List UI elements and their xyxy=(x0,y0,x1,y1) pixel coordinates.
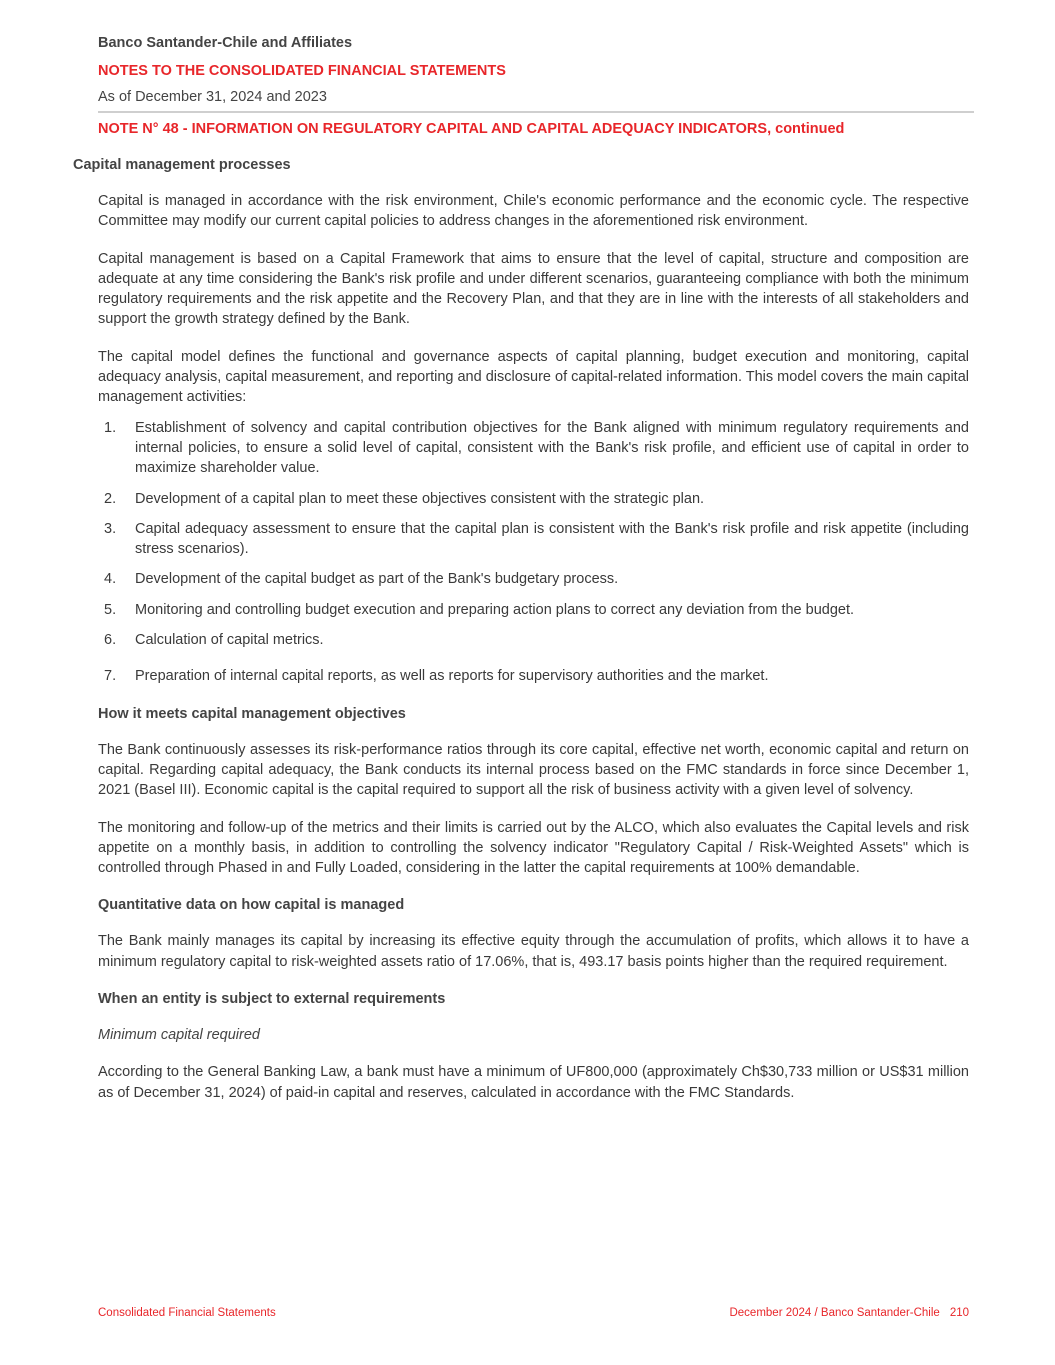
list-item xyxy=(98,569,969,589)
page-number: 210 xyxy=(949,1307,969,1319)
section-title: Capital management processes xyxy=(73,157,291,173)
document-title: NOTES TO THE CONSOLIDATED FINANCIAL STATEMENTS xyxy=(98,63,506,79)
paragraph: According to the General Banking Law, a bank must have a minimum of UF800,000 (approximately Ch$30,733 million or US$31 million as of December 31, 2024) of paid-in capital and reserves, calculated in accordance with the FMC Standards. xyxy=(98,1064,969,1101)
external-requirements-heading: When an entity is subject to external requirements xyxy=(98,991,446,1008)
paragraph: The monitoring and follow-up of the metrics and their limits is carried out by the ALCO, which also evaluates the Capital levels and risk appetite on a monthly basis, in addition to controlling the solvency indicator "Regulatory Capital / Risk-Weighted Assets" which is controlled through Phased in and Fully Loaded, considering in the latter the capital requirements at 100% demandable. xyxy=(98,819,969,877)
paragraph: The Bank continuously assesses its risk-performance ratios through its core capital, effective net worth, economic capital and return on capital. Regarding capital adequacy, the Bank conducts its internal process based on the FMC standards in force since December 1, 2021 (Basel III). Economic capital is the capital required to support all the risk of business activity with a given level of solvency. xyxy=(98,741,969,799)
list-item xyxy=(98,666,969,686)
list-number: 5. xyxy=(104,601,117,618)
document-date: As of December 31, 2024 and 2023 xyxy=(98,89,327,105)
note-title: NOTE N° 48 - INFORMATION ON REGULATORY CAPITAL AND CAPITAL ADEQUACY INDICATORS, continued xyxy=(98,121,845,137)
objectives-heading: How it meets capital management objectives xyxy=(98,705,406,722)
list-item-text: Development of a capital plan to meet these objectives consistent with the strategic plan. xyxy=(135,490,705,507)
activities-list xyxy=(98,418,969,687)
list-item-text: Preparation of internal capital reports, as well as reports for supervisory authorities and the market. xyxy=(135,668,769,685)
list-item xyxy=(98,519,969,560)
body-content xyxy=(98,191,969,1120)
list-item-text: Calculation of capital metrics. xyxy=(135,632,324,649)
list-number: 7. xyxy=(104,668,117,685)
paragraph: Capital management is based on a Capital Framework that aims to ensure that the level of capital, structure and composition are adequate at any time considering the Bank's risk profile and under different scenarios, guaranteeing compliance with both the minimum regulatory requirements and the risk appetite and the Recovery Plan, and that they are in line with the interests of all stakeholders and support the growth strategy defined by the Bank. xyxy=(98,250,969,328)
minimum-capital-subheading: Minimum capital required xyxy=(98,1027,260,1044)
paragraph: The Bank mainly manages its capital by increasing its effective equity through the accumulation of profits, which allows it to have a minimum regulatory capital to risk-weighted assets ratio of 17.06%, that is, 493.17 basis points higher than the required requirement. xyxy=(98,933,969,970)
quantitative-heading: Quantitative data on how capital is managed xyxy=(98,897,405,914)
list-number: 3. xyxy=(104,520,117,537)
list-item-text: Development of the capital budget as part of the Bank's budgetary process. xyxy=(135,571,619,588)
header-divider xyxy=(98,111,974,113)
list-item xyxy=(98,600,969,620)
list-item xyxy=(98,489,969,509)
footer-left: Consolidated Financial Statements xyxy=(98,1307,276,1319)
footer-publication: December 2024 / Banco Santander-Chile xyxy=(729,1307,940,1319)
paragraph: Capital is managed in accordance with the risk environment, Chile's economic performance and the economic cycle. The respective Committee may modify our current capital policies to address changes in the aforementioned risk environment. xyxy=(98,193,969,230)
list-item-text: Capital adequacy assessment to ensure that the capital plan is consistent with the Bank's risk profile and risk appetite (including stress scenarios). xyxy=(135,520,969,558)
footer-right xyxy=(729,1305,969,1321)
list-number: 4. xyxy=(104,571,117,588)
list-number: 2. xyxy=(104,490,117,507)
paragraph: The capital model defines the functional and governance aspects of capital planning, budget execution and monitoring, capital adequacy analysis, capital measurement, and reporting and disclosure of capital-related information. This model covers the main capital management activities: xyxy=(98,348,969,406)
list-number: 1. xyxy=(104,419,117,436)
list-item xyxy=(98,630,969,650)
list-item-text: Establishment of solvency and capital contribution objectives for the Bank aligned with minimum regulatory requirements and internal policies, to ensure a solid level of capital, consistent with the Bank's risk profile, and efficient use of capital in order to maximize shareholder value. xyxy=(135,419,969,477)
company-name: Banco Santander-Chile and Affiliates xyxy=(98,35,353,51)
list-number: 6. xyxy=(104,632,117,649)
list-item xyxy=(98,418,969,479)
list-item-text: Monitoring and controlling budget execution and preparing action plans to correct any deviation from the budget. xyxy=(135,601,855,618)
